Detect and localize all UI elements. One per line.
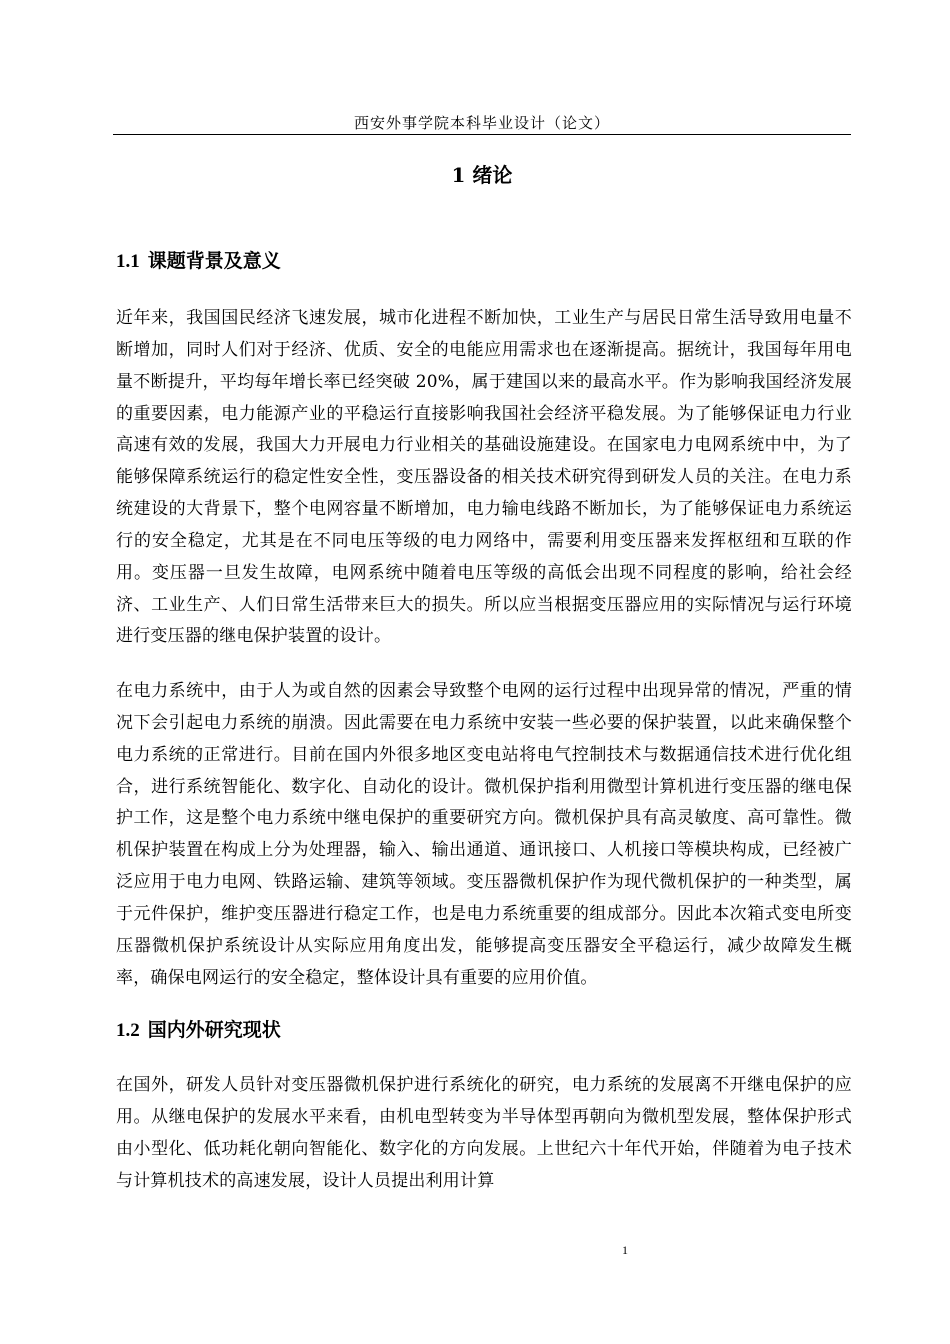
running-header: 西安外事学院本科毕业设计（论文）	[353, 114, 610, 132]
section-title: 课题背景及意义	[147, 250, 281, 272]
section-number: 1.1	[116, 251, 140, 272]
paragraph: 在国外，研发人员针对变压器微机保护进行系统化的研究，电力系统的发展离不开继电保护的应用。从继电保护的发展水平来看，由机电型转变为半导体型再朝向为微机型发展，整体保护形式由小型化、低功耗化朝向智能化、数字化的方向发展。上世纪六十年代开始，伴随着为电子技术与计算机技术的高速发展，设计人员提出利用计算	[116, 1075, 852, 1191]
section-heading-1-1	[116, 247, 281, 276]
header-divider	[113, 134, 851, 135]
paragraph: 在电力系统中，由于人为或自然的因素会导致整个电网的运行过程中出现异常的情况，严重的情况下会引起电力系统的崩溃。因此需要在电力系统中安装一些必要的保护装置，以此来确保整个电力系统的正常进行。目前在国内外很多地区变电站将电气控制技术与数据通信技术进行优化组合，进行系统智能化、数字化、自动化的设计。微机保护指利用微型计算机进行变压器的继电保护工作，这是整个电力系统中继电保护的重要研究方向。微机保护具有高灵敏度、高可靠性。微机保护装置在构成上分为处理器，输入、输出通道、通讯接口、人机接口等模块构成，已经被广泛应用于电力电网、铁路运输、建筑等领域。变压器微机保护作为现代微机保护的一种类型，属于元件保护，维护变压器进行稳定工作，也是电力系统重要的组成部分。因此本次箱式变电所变压器微机保护系统设计从实际应用角度出发，能够提高变压器安全平稳运行，减少故障发生概率，确保电网运行的安全稳定，整体设计具有重要的应用价值。	[116, 681, 852, 988]
section-heading-1-2	[116, 1016, 281, 1045]
paragraph: 近年来，我国国民经济飞速发展，城市化进程不断加快，工业生产与居民日常生活导致用电量不断增加，同时人们对于经济、优质、安全的电能应用需求也在逐渐提高。据统计，我国每年用电量不断提升，平均每年增长率已经突破 20%，属于建国以来的最高水平。作为影响我国经济发展的重要因素，电力能源产业的平稳运行直接影响我国社会经济平稳发展。为了能够保证电力行业高速有效的发展，我国大力开展电力行业相关的基础设施建设。在国家电力电网系统中中，为了能够保障系统运行的稳定性安全性，变压器设备的相关技术研究得到研发人员的关注。在电力系统建设的大背景下，整个电网容量不断增加，电力输电线路不断加长，为了能够保证电力系统运行的安全稳定，尤其是在不同电压等级的电力网络中，需要利用变压器来发挥枢纽和互联的作用。变压器一旦发生故障，电网系统中随着电压等级的高低会出现不同程度的影响，给社会经济、工业生产、人们日常生活带来巨大的损失。所以应当根据变压器应用的实际情况与运行环境进行变压器的继电保护装置的设计。	[116, 308, 852, 647]
page-number: 1	[622, 1243, 628, 1257]
chapter-title: 1 绪论	[451, 163, 513, 187]
section-title: 国内外研究现状	[147, 1019, 281, 1041]
section-number: 1.2	[116, 1020, 140, 1041]
